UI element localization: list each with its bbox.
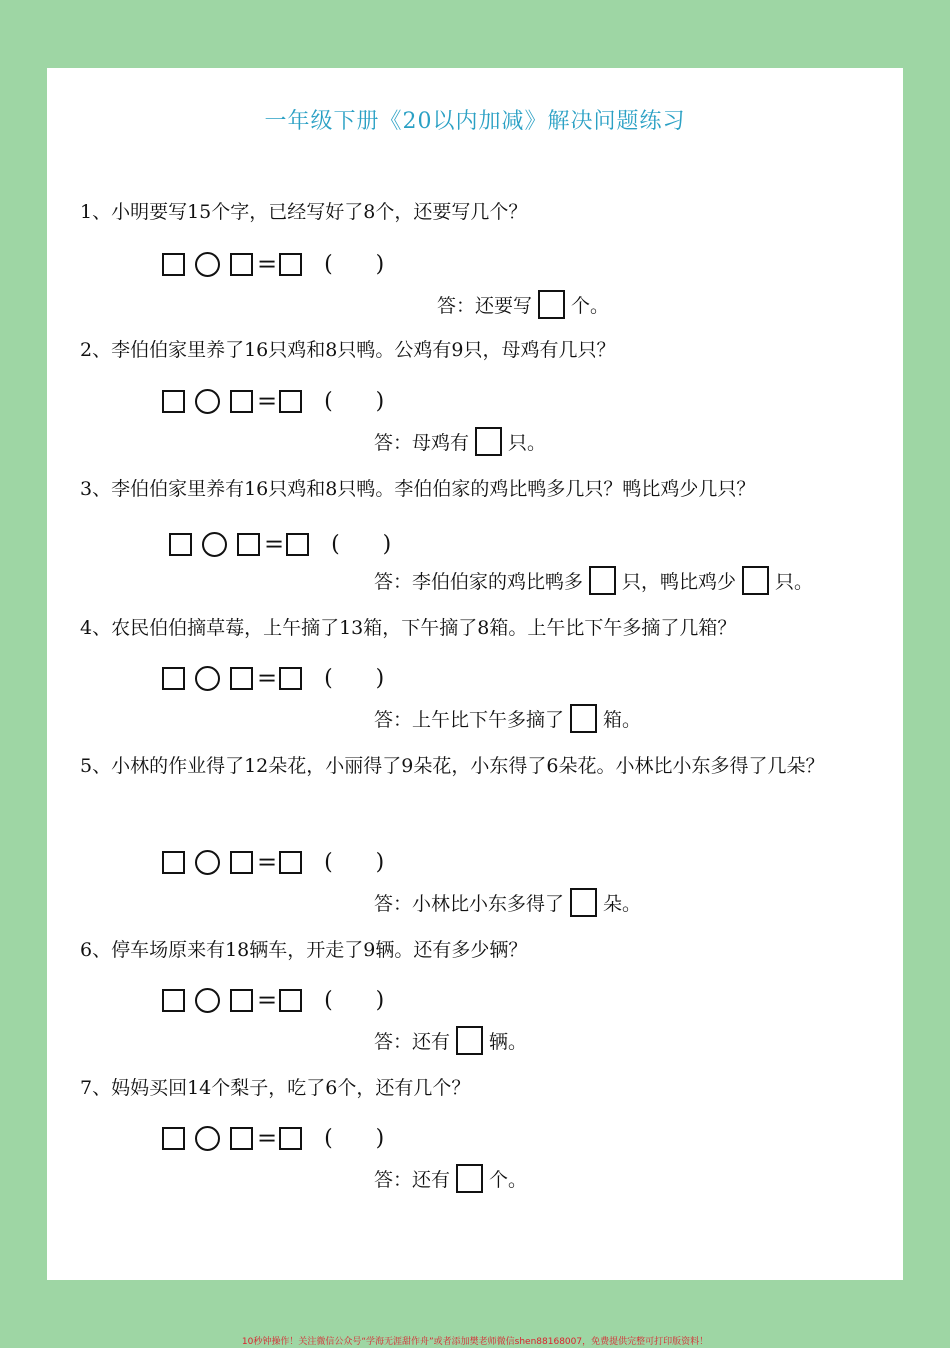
unit-parens: ( ) [324,1125,403,1151]
number-box [162,851,185,874]
question-2-text: 2、李伯伯家里养了16只鸡和8只鸭。公鸡有9只，母鸡有几只？ [80,339,616,361]
question-4-text: 4、农民伯伯摘草莓，上午摘了13箱，下午摘了8箱。上午比下午多摘了几箱？ [80,617,737,639]
unit-parens: ( ) [324,665,403,691]
equals-sign: = [257,250,278,278]
number-box [162,390,185,413]
number-box [237,533,260,556]
answer-label: 答：还有 [374,1031,451,1053]
number-box [230,667,253,690]
operator-circle [202,532,227,557]
answer-box [570,888,597,917]
number-box [169,533,192,556]
equals-sign: = [257,664,278,692]
question-7-text: 7、妈妈买回14个梨子，吃了6个，还有几个？ [80,1077,471,1099]
number-box [230,989,253,1012]
unit-parens: ( ) [324,388,403,414]
answer-label: 答：还有 [374,1169,451,1191]
answer-middle: 只，鸭比鸡少 [622,571,737,593]
equals-sign: = [257,986,278,1014]
operator-circle [195,1126,220,1151]
question-2-answer [374,427,546,456]
answer-box [475,427,502,456]
question-2-formula [162,387,402,415]
answer-unit: 箱。 [603,709,642,731]
question-1-formula [162,250,402,278]
answer-box [742,566,769,595]
question-6-formula [162,986,402,1014]
answer-unit: 个。 [489,1169,528,1191]
question-3-formula [169,530,409,558]
unit-parens: ( ) [331,531,410,557]
question-3-text: 3、李伯伯家里养有16只鸡和8只鸭。李伯伯家的鸡比鸭多几只？鸭比鸡少几只？ [80,478,756,500]
question-5-text: 5、小林的作业得了12朵花，小丽得了9朵花，小东得了6朵花。小林比小东多得了几朵？ [80,755,825,777]
number-box [230,851,253,874]
question-6-answer [374,1026,527,1055]
number-box [162,989,185,1012]
answer-box [570,704,597,733]
answer-label: 答：还要写 [437,295,533,317]
answer-unit: 朵。 [603,893,642,915]
answer-label: 答：母鸡有 [374,432,470,454]
question-1-answer [437,290,609,319]
number-box [230,253,253,276]
equals-sign: = [264,530,285,558]
operator-circle [195,988,220,1013]
result-box [279,253,302,276]
answer-unit: 个。 [571,295,610,317]
equals-sign: = [257,1124,278,1152]
number-box [162,667,185,690]
number-box [162,253,185,276]
question-7-answer [374,1164,527,1193]
operator-circle [195,389,220,414]
result-box [279,667,302,690]
equals-sign: = [257,848,278,876]
worksheet-page [47,68,903,1280]
question-4-answer [374,704,641,733]
unit-parens: ( ) [324,987,403,1013]
answer-unit: 辆。 [489,1031,528,1053]
question-1-text: 1、小明要写15个字，已经写好了8个，还要写几个？ [80,201,528,223]
question-3-answer [374,566,813,595]
question-5-answer [374,888,641,917]
answer-label: 答：上午比下午多摘了 [374,709,565,731]
equals-sign: = [257,387,278,415]
answer-box [456,1164,483,1193]
promo-footer: 10秒钟操作！关注微信公众号“学海无涯甜作舟”或者添加樊老师微信shen88168007，免费提供完整可打印版资料！ [241,1337,709,1347]
question-5-formula [162,848,402,876]
question-4-formula [162,664,402,692]
question-6-text: 6、停车场原来有18辆车，开走了9辆。还有多少辆？ [80,939,528,961]
answer-box [456,1026,483,1055]
result-box [286,533,309,556]
answer-label: 答：小林比小东多得了 [374,893,565,915]
result-box [279,851,302,874]
result-box [279,1127,302,1150]
unit-parens: ( ) [324,849,403,875]
operator-circle [195,252,220,277]
answer-label: 答：李伯伯家的鸡比鸭多 [374,571,584,593]
answer-unit: 只。 [508,432,547,454]
answer-box [589,566,616,595]
number-box [162,1127,185,1150]
question-7-formula [162,1124,402,1152]
answer-unit: 只。 [775,571,814,593]
result-box [279,390,302,413]
answer-box [538,290,565,319]
number-box [230,390,253,413]
unit-parens: ( ) [324,251,403,277]
number-box [230,1127,253,1150]
operator-circle [195,850,220,875]
result-box [279,989,302,1012]
operator-circle [195,666,220,691]
worksheet-title: 一年级下册《20以内加减》解决问题练习 [264,109,686,134]
